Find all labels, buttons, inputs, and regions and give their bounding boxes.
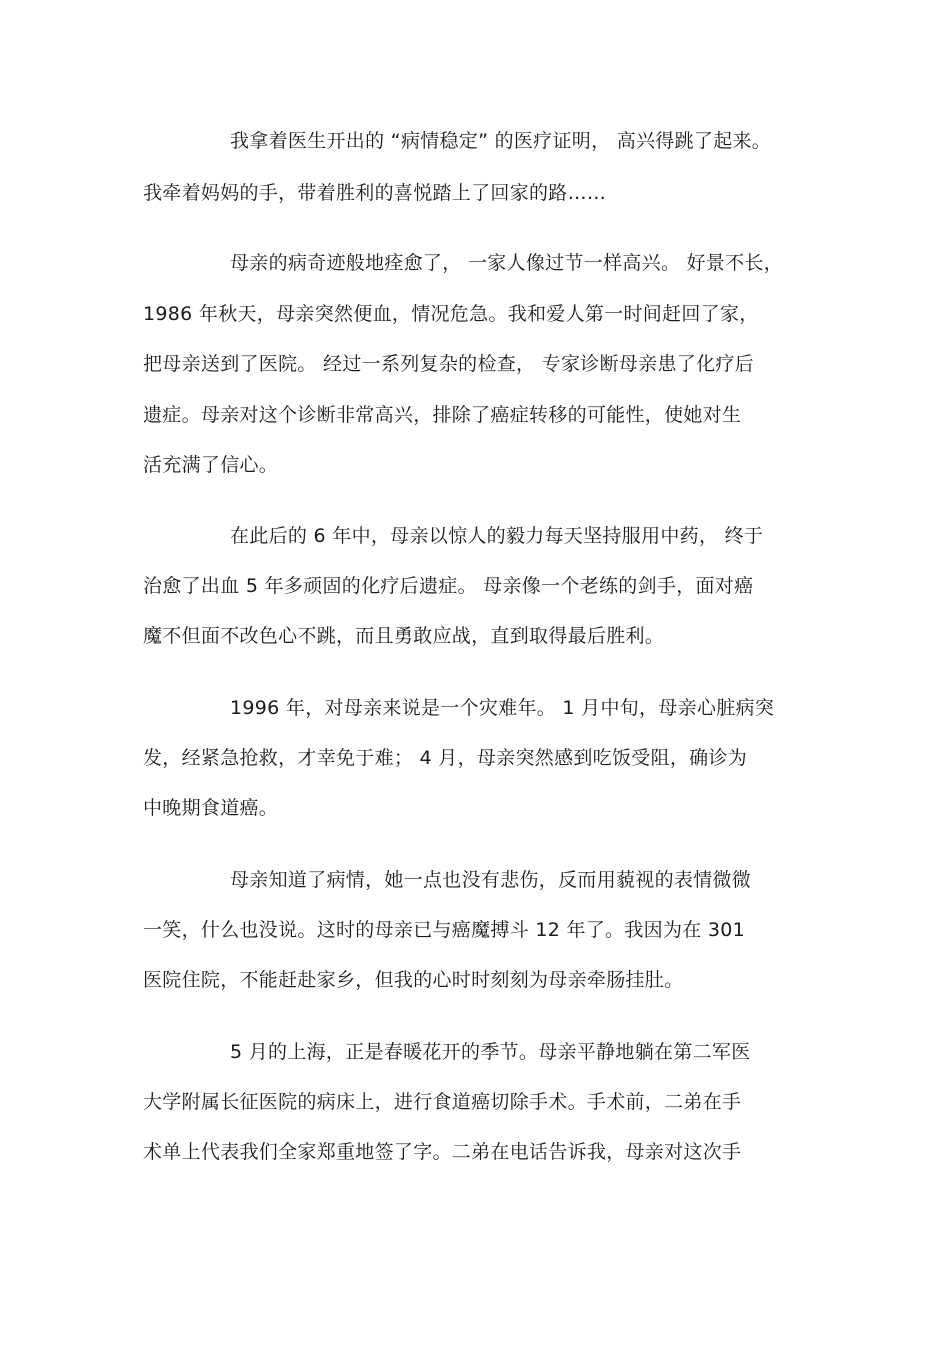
paragraph-line: 母亲知道了病情，她一点也没有悲伤，反而用藐视的表情微微 [230, 869, 752, 891]
paragraph-line: 一笑，什么也没说。这时的母亲已与癌魔搏斗 12 年了。我因为在 301 [143, 919, 746, 941]
paragraph-line: 遗症。母亲对这个诊断非常高兴，排除了癌症转移的可能性，使她对生 [143, 404, 742, 426]
paragraph-line: 发，经紧急抢救，才幸免于难； 4 月，母亲突然感到吃饭受阻，确诊为 [143, 747, 748, 769]
paragraph-line: 1996 年，对母亲来说是一个灾难年。 1 月中旬，母亲心脏病突 [230, 697, 775, 719]
paragraph-line: 医院住院，不能赶赴家乡，但我的心时时刻刻为母亲牵肠挂肚。 [143, 969, 684, 991]
paragraph-line: 魔不但面不改色心不跳，而且勇敢应战，直到取得最后胜利。 [143, 625, 665, 647]
paragraph-line: 大学附属长征医院的病床上，进行食道癌切除手术。手术前，二弟在手 [143, 1091, 742, 1113]
paragraph-line: 治愈了出血 5 年多顽固的化疗后遗症。 母亲像一个老练的剑手，面对癌 [143, 575, 754, 597]
paragraph-line: 我拿着医生开出的 “病情稳定” 的医疗证明， 高兴得跳了起来。 [230, 130, 772, 152]
paragraph-line: 我牵着妈妈的手，带着胜利的喜悦踏上了回家的路…… [143, 182, 607, 204]
paragraph-line: 活充满了信心。 [143, 454, 279, 476]
paragraph-line: 5 月的上海，正是春暖花开的季节。母亲平静地躺在第二军医 [230, 1041, 751, 1063]
paragraph-line: 把母亲送到了医院。 经过一系列复杂的检查， 专家诊断母亲患了化疗后 [143, 353, 754, 375]
paragraph-line: 1986 年秋天，母亲突然便血，情况危急。我和爱人第一时间赶回了家， [143, 303, 759, 325]
paragraph-line: 在此后的 6 年中，母亲以惊人的毅力每天坚持服用中药， 终于 [230, 525, 764, 547]
paragraph-line: 母亲的病奇迹般地痊愈了， 一家人像过节一样高兴。 好景不长， [230, 252, 784, 274]
paragraph-line: 中晚期食道癌。 [143, 797, 279, 819]
paragraph-line: 术单上代表我们全家郑重地签了字。二弟在电话告诉我，母亲对这次手 [143, 1141, 742, 1163]
